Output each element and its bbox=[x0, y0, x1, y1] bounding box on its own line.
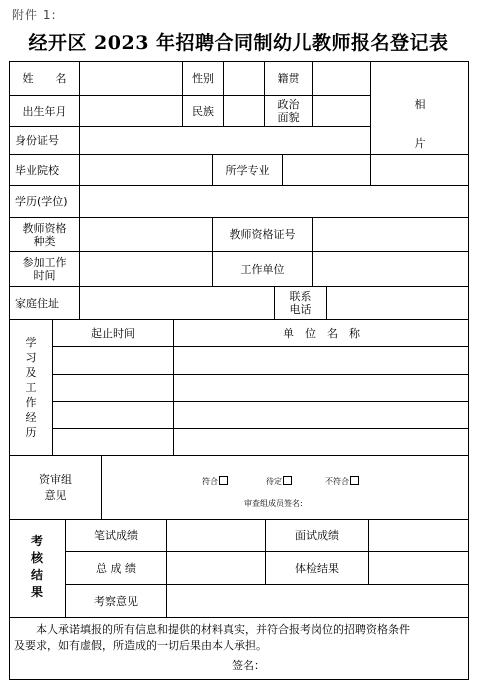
native-place-label: 籍贯 bbox=[277, 72, 300, 85]
pledge-signature-label: 签名： bbox=[232, 659, 265, 672]
contact-phone-label: 联系 电话 bbox=[289, 290, 312, 316]
graduated-school-field[interactable] bbox=[80, 155, 212, 185]
graduated-school-label: 毕业院校 bbox=[15, 163, 59, 177]
pledge-line-1: 本人承诺填报的所有信息和提供的材料真实，并符合报考岗位的招聘资格条件 bbox=[36, 623, 410, 636]
major-field[interactable] bbox=[283, 155, 469, 185]
home-address-field[interactable] bbox=[80, 287, 274, 319]
pass-checkbox[interactable] bbox=[219, 476, 228, 485]
evaluation-field[interactable] bbox=[167, 585, 469, 617]
pending-checkbox[interactable] bbox=[283, 476, 292, 485]
teacher-cert-no-label: 教师资格证号 bbox=[229, 228, 296, 241]
review-label: 资审组 意见 bbox=[39, 472, 72, 502]
experience-row[interactable] bbox=[53, 347, 469, 374]
name-field[interactable] bbox=[80, 62, 182, 95]
review-signature-label: 审查组成员签名: bbox=[244, 499, 303, 508]
interview-score-label: 面试成绩 bbox=[295, 529, 339, 542]
gender-label: 性别 bbox=[192, 72, 214, 85]
native-place-field[interactable] bbox=[313, 62, 370, 95]
assessment-side-label: 考 核 结 果 bbox=[30, 534, 43, 599]
option-pass[interactable]: 符合 bbox=[202, 476, 228, 487]
work-unit-field[interactable] bbox=[313, 252, 469, 286]
period-column-header: 起止时间 bbox=[91, 326, 135, 340]
physical-exam-label: 体检结果 bbox=[295, 561, 339, 575]
work-start-field[interactable] bbox=[80, 252, 212, 286]
total-score-field[interactable] bbox=[167, 552, 265, 584]
teacher-cert-type-field[interactable] bbox=[80, 218, 212, 251]
teacher-cert-no-field[interactable] bbox=[313, 218, 469, 251]
option-pending[interactable]: 待定 bbox=[266, 476, 292, 487]
experience-side-label: 学 习 及 工 作 经 历 bbox=[25, 336, 37, 439]
pledge-signature-field[interactable] bbox=[268, 655, 388, 673]
ethnicity-label: 民族 bbox=[192, 104, 214, 118]
home-address-label: 家庭住址 bbox=[15, 296, 59, 310]
pledge-line-2: 及要求，如有虚假，所造成的一切后果由本人承担。 bbox=[14, 639, 267, 652]
physical-exam-field[interactable] bbox=[369, 552, 469, 584]
work-start-label: 参加工作 时间 bbox=[22, 256, 67, 282]
education-field[interactable] bbox=[80, 186, 469, 217]
unit-column-header: 单 位 名 称 bbox=[283, 326, 360, 340]
birth-label: 出生年月 bbox=[22, 104, 67, 118]
education-label: 学历(学位) bbox=[15, 195, 68, 208]
experience-row[interactable] bbox=[53, 429, 469, 455]
photo-area[interactable]: 相 片 bbox=[414, 97, 426, 150]
id-number-label: 身份证号 bbox=[15, 134, 59, 147]
row-divider bbox=[9, 617, 469, 618]
major-label: 所学专业 bbox=[225, 163, 270, 177]
option-fail[interactable]: 不符合 bbox=[325, 476, 359, 487]
gender-field[interactable] bbox=[224, 62, 264, 95]
political-status-label: 政治 面貌 bbox=[277, 98, 300, 124]
work-unit-label: 工作单位 bbox=[240, 262, 285, 276]
ethnicity-field[interactable] bbox=[224, 96, 264, 126]
col-divider bbox=[101, 455, 102, 519]
written-score-label: 笔试成绩 bbox=[94, 529, 138, 542]
attachment-label: 附件 1: bbox=[12, 8, 57, 22]
experience-row[interactable] bbox=[53, 375, 469, 401]
name-label: 姓 名 bbox=[22, 72, 67, 85]
fail-checkbox[interactable] bbox=[350, 476, 359, 485]
total-score-label: 总 成 绩 bbox=[96, 561, 136, 575]
political-status-field[interactable] bbox=[313, 96, 370, 126]
pledge-statement bbox=[14, 622, 472, 654]
teacher-cert-type-label: 教师资格 种类 bbox=[22, 221, 67, 248]
evaluation-label: 考察意见 bbox=[94, 594, 138, 608]
id-number-field[interactable] bbox=[80, 127, 370, 154]
birth-field[interactable] bbox=[80, 96, 182, 126]
form-title: 经开区 2023 年招聘合同制幼儿教师报名登记表 bbox=[28, 32, 449, 54]
contact-phone-field[interactable] bbox=[327, 287, 469, 319]
written-score-field[interactable] bbox=[167, 520, 265, 551]
interview-score-field[interactable] bbox=[369, 520, 469, 551]
experience-row[interactable] bbox=[53, 402, 469, 428]
